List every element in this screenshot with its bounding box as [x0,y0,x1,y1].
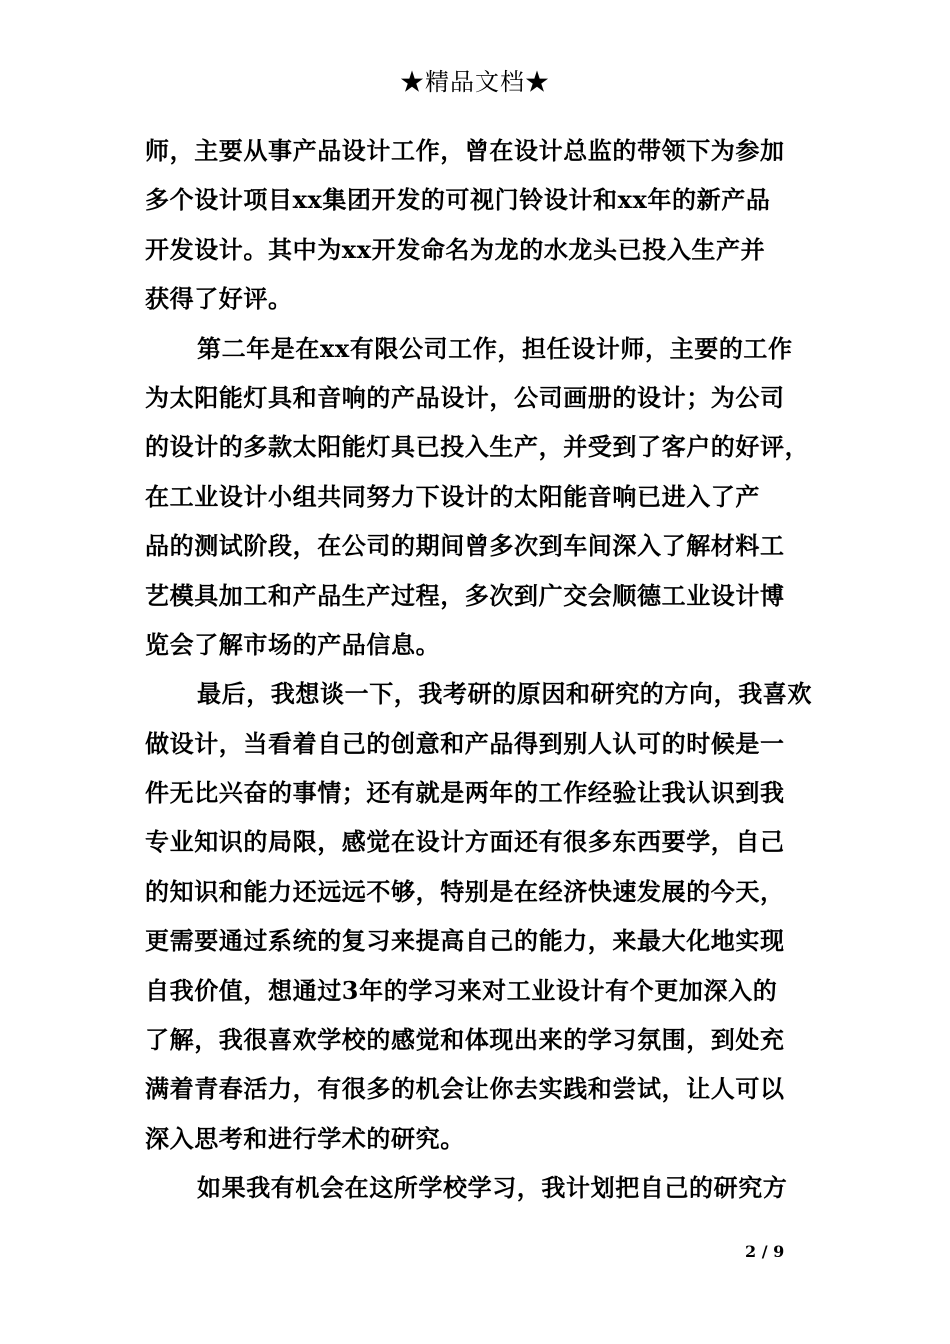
text-line: 览会了解市场的产品信息。 [145,629,441,659]
text-line: 的设计的多款太阳能灯具已投入生产，并受到了客户的好评， [145,432,810,462]
text-line: 在工业设计小组共同努力下设计的太阳能音响已进入了产 [145,481,760,511]
text-line: 为太阳能灯具和音响的产品设计，公司画册的设计；为公司 [145,382,785,412]
text-line: 品的测试阶段，在公司的期间曾多次到车间深入了解材料工 [145,531,785,561]
text-line: 件无比兴奋的事情；还有就是两年的工作经验让我认识到我 [145,778,785,808]
text-line: 更需要通过系统的复习来提高自己的能力，来最大化地实现 [145,926,785,956]
text-line: 满着青春活力，有很多的机会让你去实践和尝试，让人可以 [145,1074,785,1104]
document-body [145,126,813,1213]
text-line: 自我价值，想通过3年的学习来对工业设计有个更加深入的 [145,975,778,1005]
text-line: 深入思考和进行学术的研究。 [145,1123,465,1153]
text-line: 做设计，当看着自己的创意和产品得到别人认可的时候是一 [145,728,785,758]
paragraph-start-line: 如果我有机会在这所学校学习，我计划把自己的研究方 [197,1173,788,1203]
page-number: 2 / 9 [745,1242,785,1261]
text-line: 师，主要从事产品设计工作，曾在设计总监的带领下为参加 [145,136,785,165]
text-line: 开发设计。其中为xx开发命名为龙的水龙头已投入生产并 [145,234,766,264]
text-line: 多个设计项目xx集团开发的可视门铃设计和xx年的新产品 [145,185,771,215]
text-line: 专业知识的局限，感觉在设计方面还有很多东西要学，自己 [145,827,785,857]
text-line: 艺模具加工和产品生产过程，多次到广交会顺德工业设计博 [145,580,785,610]
paragraph-start-line: 最后，我想谈一下，我考研的原因和研究的方向，我喜欢 [197,679,812,709]
text-line: 获得了好评。 [145,284,293,314]
text-line: 的知识和能力还远远不够，特别是在经济快速发展的今天， [145,876,785,906]
paragraph-start-line: 第二年是在xx有限公司工作，担任设计师，主要的工作 [197,333,793,363]
text-line: 了解，我很喜欢学校的感觉和体现出来的学习氛围，到处充 [145,1025,785,1055]
page-header-title: ★精品文档★ [400,68,550,96]
